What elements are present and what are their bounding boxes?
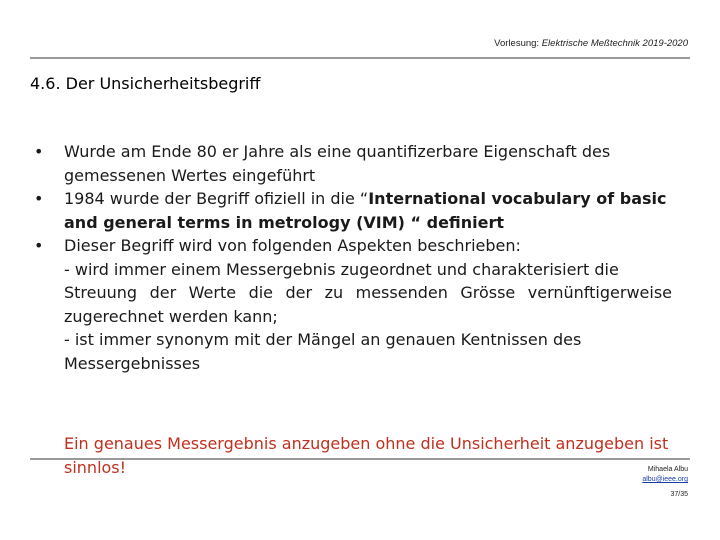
page-number: 37/35: [670, 491, 688, 498]
header-prefix: Vorlesung:: [494, 38, 542, 49]
slide-header: [494, 38, 688, 49]
conclusion-statement: Ein genaues Messergebnis anzugeben ohne die Unsicherheit anzugeben ist sinnlos!: [64, 434, 669, 477]
sub-point-1-line-2: Streuung der Werte die der zu messenden Grösse vernünftigerweise: [64, 283, 672, 302]
bullet-3-text: Dieser Begriff wird von folgenden Aspekten beschrieben:: [64, 236, 521, 255]
sub-point-1-line-1: - wird immer einem Messergebnis zugeordnet und charakterisiert die: [64, 259, 619, 279]
bullet-list: [32, 140, 672, 375]
top-divider: [30, 57, 690, 59]
sub-point-2: - ist immer synonym mit der Mängel an genauen Kentnissen des Messergebnisses: [64, 330, 582, 373]
bullet-item-3: [32, 234, 672, 375]
bullet-2-bold-text: International vocabulary of basic and general terms in metrology (VIM) “ definiert: [64, 189, 667, 232]
bullet-item-1: [32, 140, 672, 187]
sub-point-1-line-3: zugerechnet werden kann;: [64, 306, 278, 326]
bullet-item-2: [32, 187, 672, 234]
slide-title: 4.6. Der Unsicherheitsbegriff: [30, 74, 261, 93]
bottom-divider: [30, 458, 690, 460]
bullet-2-text: 1984 wurde der Begriff ofiziell in die “: [64, 189, 369, 208]
footer-author: Mihaela Albu: [647, 466, 688, 473]
header-course: Elektrische Meßtechnik 2019-2020: [541, 38, 688, 49]
bullet-1-text: Wurde am Ende 80 er Jahre als eine quantifizerbare Eigenschaft des gemessenen Wertes eingeführt: [64, 142, 611, 185]
footer-email-link[interactable]: albu@ieee.org: [642, 476, 688, 483]
